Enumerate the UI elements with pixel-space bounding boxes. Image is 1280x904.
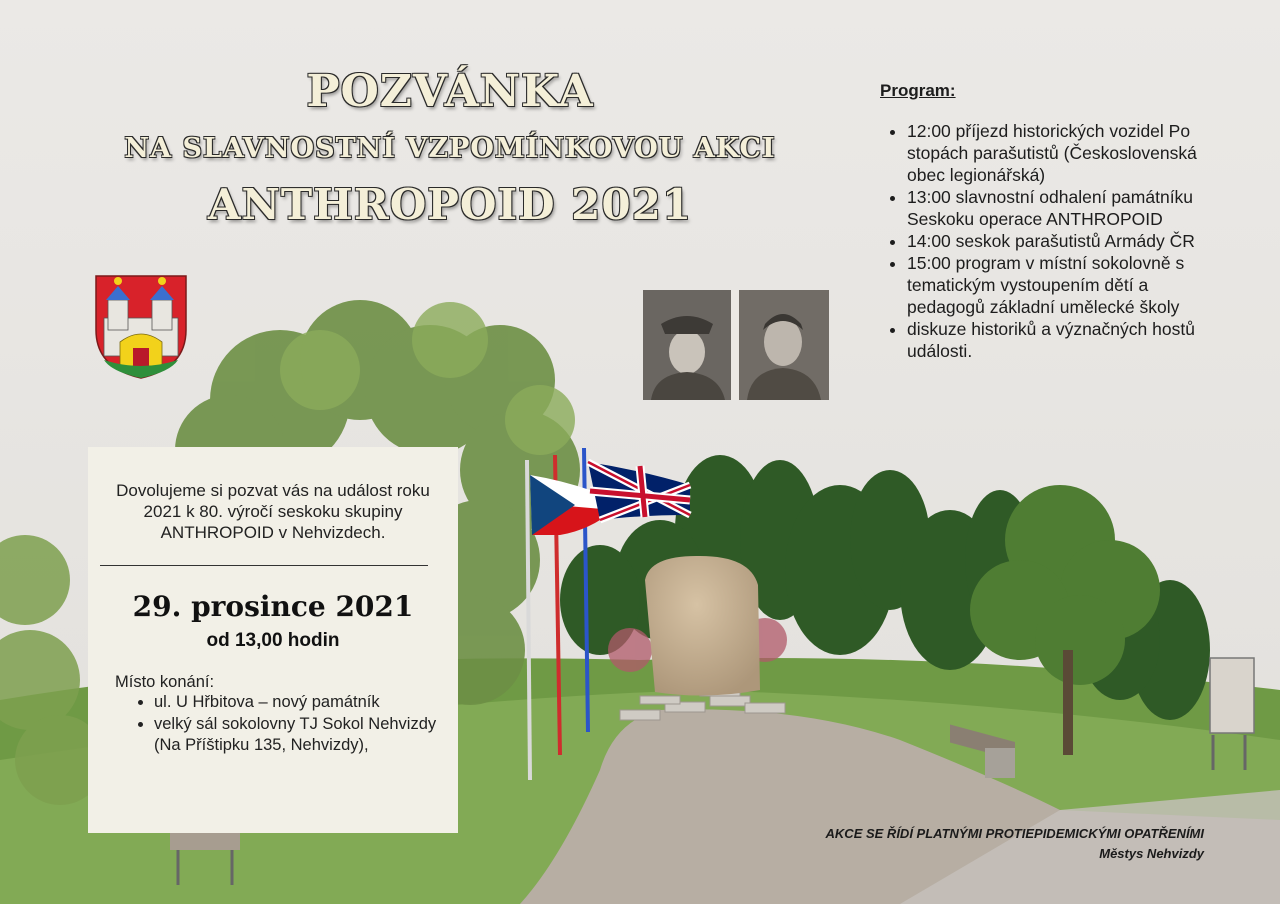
title-event-name: ANTHROPOID 2021	[207, 180, 693, 229]
divider	[100, 565, 428, 566]
coat-of-arms-icon	[96, 276, 186, 378]
footer-notice	[826, 824, 1204, 864]
program-item: • 13:00 slavnostní odhalení památníku Seskoku operace ANTHROPOID	[907, 186, 1210, 230]
invitation-text: Dovolujeme si pozvat vás na událost roku 2021 k 80. výročí seskoku skupiny ANTHROPOID v Nehvizdech.	[116, 481, 430, 542]
historical-portraits	[643, 290, 829, 400]
program-heading: Program:	[880, 81, 956, 100]
title-invitation: POZVÁNKA	[306, 66, 594, 117]
program-item: • 15:00 program v místní sokolovně s tematickým vystoupením dětí a pedagogů základní umělecké školy	[907, 252, 1210, 318]
event-date: 29. prosince 2021	[132, 590, 414, 623]
title-subtitle: NA SLAVNOSTNÍ VZPOMÍNKOVOU AKCI	[124, 133, 776, 164]
epidemic-notice: AKCE SE ŘÍDÍ PLATNÝMI PROTIEPIDEMICKÝMI OPATŘENÍMI	[825, 826, 1204, 841]
place-label: Místo konání:	[115, 673, 215, 691]
invitation-panel	[88, 447, 458, 833]
place-item: • velký sál sokolovny TJ Sokol Nehvizdy (Na Příštipku 135, Nehvizdy),	[154, 714, 464, 757]
organizer-name: Městys Nehvizdy	[1099, 846, 1204, 861]
event-time: od 13,00 hodin	[206, 630, 340, 651]
program-section	[880, 80, 1210, 362]
place-list	[126, 692, 464, 757]
program-list	[880, 120, 1210, 362]
program-item: • 14:00 seskok parašutistů Armády ČR	[907, 230, 1210, 252]
program-item: • diskuze historiků a význačných hostů události.	[907, 318, 1210, 362]
place-item: • ul. U Hřbitova – nový památník	[154, 692, 464, 714]
program-item: • 12:00 příjezd historických vozidel Po stopách parašutistů (Československá obec legionářská)	[907, 120, 1210, 186]
